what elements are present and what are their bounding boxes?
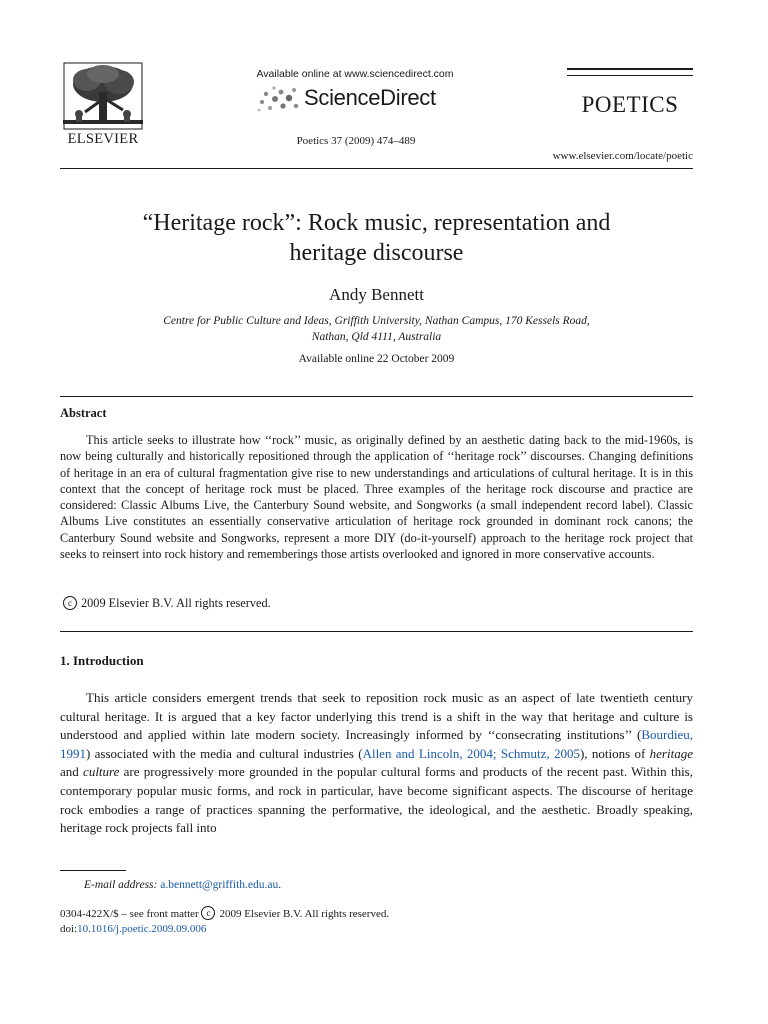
footnote-rule xyxy=(60,870,126,871)
publisher-logo xyxy=(60,62,146,148)
intro-emphasis-heritage: heritage xyxy=(649,745,693,761)
intro-text-4: and xyxy=(60,764,84,780)
issn-copyright: 2009 Elsevier B.V. All rights reserved. xyxy=(219,908,390,920)
article-title xyxy=(60,208,693,268)
abstract-top-rule xyxy=(60,396,693,397)
affiliation-line-2: Nathan, Qld 4111, Australia xyxy=(311,331,442,343)
issn-text: 0304-422X/$ – see front matter xyxy=(60,908,199,920)
doi-line xyxy=(60,922,389,937)
available-online-text[interactable]: Available online at www.sciencedirect.com xyxy=(256,68,454,80)
intro-text-2: ) associated with the media and cultural industries ( xyxy=(86,745,363,761)
footnote-email xyxy=(84,879,281,891)
email-link[interactable]: a.bennett@griffith.edu.au xyxy=(160,879,279,891)
citation-link-bourdieu[interactable]: Bourdieu, 1991 xyxy=(60,727,693,761)
author-name[interactable]: Andy Bennett xyxy=(329,285,424,304)
introduction-paragraph xyxy=(60,689,693,838)
abstract-copyright xyxy=(63,596,271,611)
sciencedirect-logo xyxy=(256,84,456,116)
journal-name: POETICS xyxy=(581,92,679,117)
copyright-icon: c xyxy=(63,596,77,610)
copyright-icon: c xyxy=(201,906,215,920)
intro-text-5: are progressively more grounded in the popular cultural forms and products of the recent past. Within this, contemporary popular music forms, and rock in particular, have become significant aspects. The discourse of heritage rock embodies a range of practices spanning the performative, the ideological, and the aesthetic. Broadly speaking, heritage rock projects fall into xyxy=(60,764,693,836)
issn-line xyxy=(60,906,389,922)
abstract-heading: Abstract xyxy=(60,406,107,420)
header-rule-thin xyxy=(567,75,693,76)
journal-reference: Poetics 37 (2009) 474–489 xyxy=(296,135,416,147)
email-period: . xyxy=(278,879,282,891)
citation-link-allen-schmutz[interactable]: Allen and Lincoln, 2004; Schmutz, 2005 xyxy=(362,745,580,761)
author-affiliation xyxy=(100,313,653,345)
section-heading-introduction: 1. Introduction xyxy=(60,653,144,668)
sciencedirect-dots-icon xyxy=(256,84,302,114)
intro-text-3: ), notions of xyxy=(579,745,650,761)
doi-label: doi: xyxy=(60,923,78,935)
abstract-bottom-rule xyxy=(60,631,693,632)
header-divider xyxy=(60,168,693,169)
title-line-1: “Heritage rock”: Rock music, representation and xyxy=(142,210,611,236)
intro-text-1: This article considers emergent trends that seek to reposition rock music as an aspect of late twentieth century cultural heritage. It is argued that a key factor underlying this trend is a shift in the way that heritage and culture is understood and applied within late modern society. Increasingly informed by ‘‘consecrating institutions’’ ( xyxy=(60,690,693,743)
journal-url[interactable]: www.elsevier.com/locate/poetic xyxy=(552,150,693,162)
elsevier-tree-icon xyxy=(63,62,143,130)
publisher-name: ELSEVIER xyxy=(67,131,139,147)
header-rule-thick xyxy=(567,68,693,70)
footnote-issn xyxy=(60,906,389,937)
copyright-text: 2009 Elsevier B.V. All rights reserved. xyxy=(81,596,271,610)
intro-emphasis-culture: culture xyxy=(83,764,120,780)
abstract-body: This article seeks to illustrate how ‘‘rock’’ music, as originally defined by an aesthetic dating back to the mid-1960s, is now being culturally and historically repositioned through the application of ‘‘heritage rock’’ discourses. Changing definitions of heritage in an era of cultural fragmentation give rise to new understandings and articulations of cultural heritage. It is in this context that the concept of heritage rock must be placed. Three examples of the heritage rock discourse and practice are considered: Classic Albums Live, the Canterbury Sound website, and Songworks (a small independent record label). Classic Albums Live constitutes an essentially conservative articulation of heritage rock grounded in dominant rock canons; the Canterbury Sound website and Songworks, represent a more DIY (do-it-yourself) approach to the heritage rock project that seeks to reinsert into rock history and rememberings those artists overlooked and ignored in more conservative accounts. xyxy=(60,433,693,562)
affiliation-line-1: Centre for Public Culture and Ideas, Griffith University, Nathan Campus, 170 Kessels Road, xyxy=(163,315,590,327)
platform-name: ScienceDirect xyxy=(304,85,436,110)
title-line-2: heritage discourse xyxy=(289,240,464,266)
email-label: E-mail address: xyxy=(84,879,158,891)
doi-link[interactable]: 10.1016/j.poetic.2009.09.006 xyxy=(77,923,207,935)
available-date: Available online 22 October 2009 xyxy=(298,353,455,365)
